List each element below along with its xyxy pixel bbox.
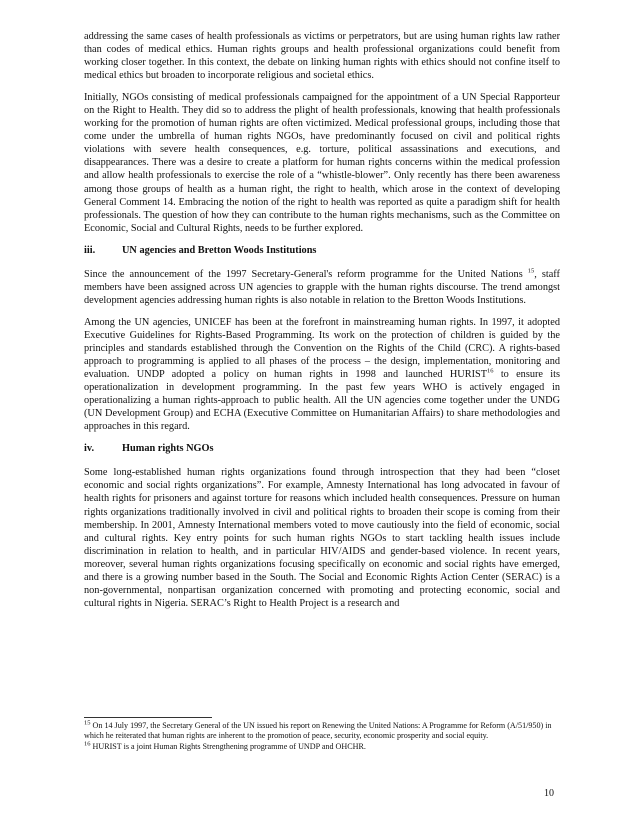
paragraph-ethics: addressing the same cases of health professionals as victims or perpetrators, but are using human rights law rather than codes of medical ethics. Human rights groups and health professional organizations could benefit from working closer together. In this context, the debate on linking human rights with ethics should not confine itself to medical ethics but broaden to incorporate religious and societal ethics. [84, 31, 560, 82]
paragraph-text: to ensure its operationalization in development programming. In the past few years WHO is actively engaged in operationalizing a human rights-approach to public health. All the UN agencies come together under the UNDG (UN Development Group) and ECHA (Executive Committee on Humanitarian Affairs) to share methodologies and approaches in this regard. [84, 369, 560, 433]
paragraph-text: Among the UN agencies, UNICEF has been at the forefront in mainstreaming human rights. In 1997, it adopted Executive Guidelines for Rights-Based Programming. Its work on the protection of children is guided by the principles and standards established through the Convention on the Rights of the Child (CRC). A rights-based approach to programming is applied to all phases of the process – the design, implementation, monitoring and evaluation. UNDP adopted a policy on human rights in 1998 and launched HURIST [84, 316, 560, 381]
page-number: 10 [544, 788, 554, 799]
paragraph-text: , staff members have been assigned across UN agencies to grapple with the human rights discourse. The trend amongst development agencies addressing human rights is also notable in relation to the Bretton Woods Institutions. [84, 268, 560, 306]
paragraph-text: Since the announcement of the 1997 Secretary-General's reform programme for the United Nations [84, 268, 528, 280]
paragraph-ngos: Some long-established human rights organizations found through introspection that they had been “closet economic and social rights organizations”. For example, Amnesty International has long advocated in favour of health rights for prisoners and against torture for reasons which included health consequences. Pressure on human rights organizations traditionally involved in civil and political rights to broaden their scope is coming from their membership. In 2001, Amnesty International members voted to move cautiously into the field of economic, social and cultural rights. Key entry points for such human rights NGOs to start tackling health issues include discrimination in relation to health, and in particular HIV/AIDS and gender-based violence. In recent years, moreover, several human rights organizations focusing specifically on economic and social rights have emerged, and there is a growing number based in the South. The Social and Economic Rights Action Center (SERAC) is a non-governmental, nonpartisan organization concerned with promoting and protecting economic, social and cultural rights in Nigeria. SERAC’s Right to Health Project is a research and [84, 467, 560, 609]
footnote-number: 16 [84, 740, 91, 748]
footnote-text: On 14 July 1997, the Secretary General of the UN issued his report on Renewing the United Nations: A Programme for Reform (A/51/950) in which he reiterated that human rights are inherent to the promotion of peace, security, economic prosperity and social equity. [84, 721, 552, 741]
footnote-ref-15[interactable]: 15 [527, 267, 535, 275]
footnote-ref-16[interactable]: 16 [487, 367, 494, 375]
paragraph-reform-programme [84, 268, 560, 307]
footnote-text: HURIST is a joint Human Rights Strengthening programme of UNDP and OHCHR. [90, 741, 366, 751]
footnotes [84, 721, 560, 752]
paragraph-ngos-medical: Initially, NGOs consisting of medical professionals campaigned for the appointment of a UN Special Rapporteur on the Right to Health. They did so to address the plight of health professionals, knowing that health professionals working for the promotion of human rights are often victimized. Medical professional groups, including those that come under the umbrella of human rights NGOs, have predominantly focused on civil and political rights violations with severe health consequences, e.g. torture, political assassinations and executions, and disappearances. There was a desire to create a platform for human rights concerns within the medical profession and allow health professionals to exercise the role of a “whistle-blower”. Only recently has there been awareness among those groups of health as a human right, the right to health, which arose in the context of developing General Comment 14. Embracing the notion of the right to health was reported as quite a paradigm shift for health professionals. The question of how they can contribute to the human rights mechanisms, such as the Committee on Economic, Social and Cultural Rights, needs to be further explored. [84, 92, 560, 234]
section-number: iv. [84, 443, 95, 455]
footnote-16 [84, 742, 560, 752]
section-heading-human-rights-ngos [84, 442, 560, 455]
footnote-number: 15 [84, 719, 91, 727]
footnote-15 [84, 721, 560, 742]
section-title: Human rights NGOs [122, 443, 214, 455]
footnote-divider [84, 717, 212, 718]
section-number: iii. [84, 244, 96, 256]
section-heading-un-agencies [84, 244, 560, 257]
document-body [84, 30, 560, 619]
section-title: UN agencies and Bretton Woods Institutions [122, 244, 317, 256]
paragraph-unicef [84, 316, 560, 433]
